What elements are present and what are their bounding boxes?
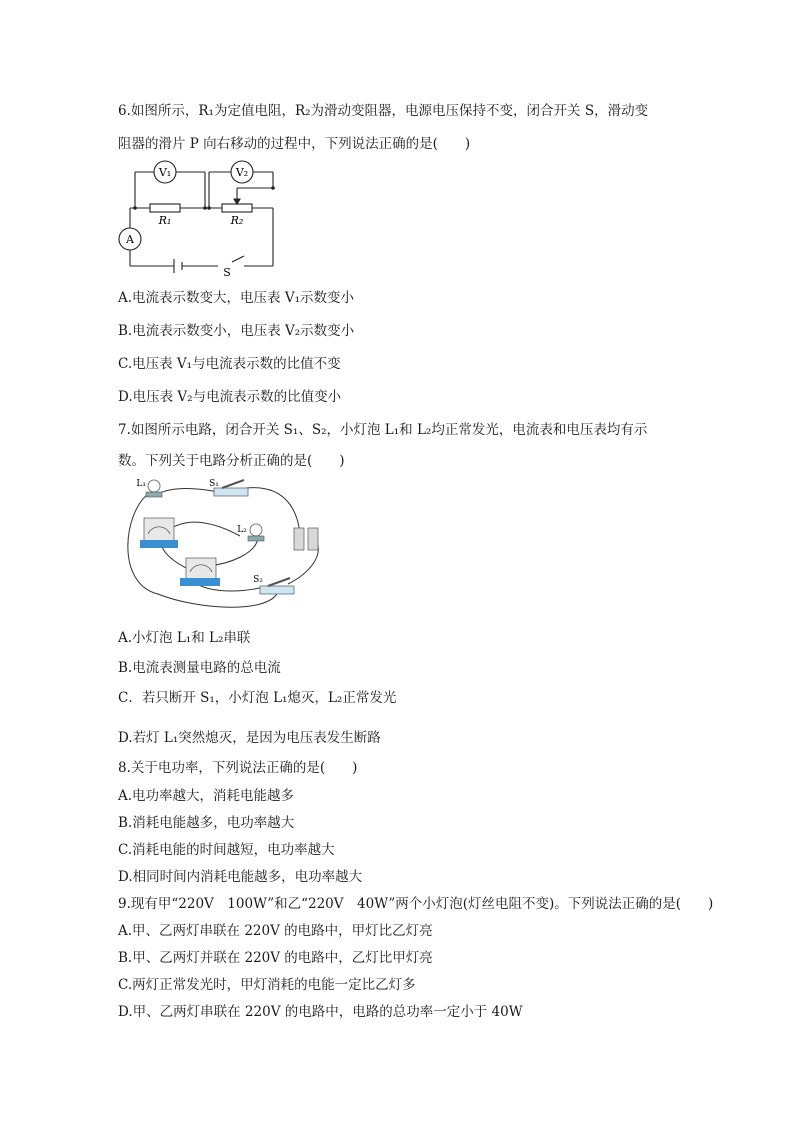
q6-circuit-diagram [110, 158, 290, 276]
q6-ammeter-label: A [126, 233, 134, 246]
q9-option-d: D.甲、乙两灯串联在 220V 的电路中，电路的总功率一定小于 40W [118, 1004, 523, 1020]
q7-stem-line1: 7.如图所示电路，闭合开关 S₁、S₂，小灯泡 L₁和 L₂均正常发光，电流表和电压表均有示 [118, 422, 648, 438]
q7-circuit-photo [118, 474, 338, 618]
q7-option-b: B.电流表测量电路的总电流 [118, 660, 281, 676]
q7-battery [294, 528, 318, 550]
q7-l1-label: L₁ [136, 479, 146, 489]
q6-stem-line2: 阻器的滑片 P 向右移动的过程中，下列说法正确的是( ) [118, 136, 471, 152]
q8-option-a: A.电功率越大，消耗电能越多 [118, 788, 295, 804]
q7-stem-line2: 数。下列关于电路分析正确的是( ) [118, 453, 345, 469]
q9-option-b: B.甲、乙两灯并联在 220V 的电路中，乙灯比甲灯亮 [118, 950, 433, 966]
q7-bulb-l1 [146, 480, 162, 497]
q7-ammeter [180, 558, 220, 586]
q9-option-c: C.两灯正常发光时，甲灯消耗的电能一定比乙灯多 [118, 977, 416, 993]
q7-s2-label: S₂ [253, 575, 263, 585]
q7-switch-s2 [260, 578, 294, 594]
q7-option-d: D.若灯 L₁突然熄灭，是因为电压表发生断路 [118, 730, 381, 746]
q6-switch-label: S [223, 266, 231, 276]
q6-v1-label: V₁ [158, 166, 172, 179]
q6-option-b: B.电流表示数变小，电压表 V₂示数变小 [118, 323, 355, 339]
q8-option-b: B.消耗电能越多，电功率越大 [118, 815, 295, 831]
q6-option-c: C.电压表 V₁与电流表示数的比值不变 [118, 356, 341, 372]
q7-voltmeter [140, 518, 178, 548]
q7-l2-label: L₂ [237, 525, 247, 535]
q6-r1-label: R₁ [158, 214, 172, 227]
q7-s1-label: S₁ [209, 479, 219, 489]
q8-option-d: D.相同时间内消耗电能越多，电功率越大 [118, 869, 363, 885]
q6-v2-label: V₂ [235, 166, 249, 179]
q6-option-d: D.电压表 V₂与电流表示数的比值变小 [118, 389, 342, 405]
q6-r2-label: R₂ [230, 214, 244, 227]
q7-bulb-l2 [248, 524, 264, 541]
q7-option-a: A.小灯泡 L₁和 L₂串联 [118, 630, 251, 646]
q9-stem: 9.现有甲“220V 100W”和乙“220V 40W”两个小灯泡(灯丝电阻不变)。下列说法正确的是( ) [118, 896, 714, 912]
q9-option-a: A.甲、乙两灯串联在 220V 的电路中，甲灯比乙灯亮 [118, 923, 433, 939]
q8-stem: 8.关于电功率，下列说法正确的是( ) [118, 760, 358, 776]
q6-option-a: A.电流表示数变大，电压表 V₁示数变小 [118, 290, 354, 306]
q7-option-c: C．若只断开 S₁，小灯泡 L₁熄灭，L₂正常发光 [118, 690, 397, 706]
q7-switch-s1 [214, 480, 248, 496]
q8-option-c: C.消耗电能的时间越短，电功率越大 [118, 842, 335, 858]
q6-stem-line1: 6.如图所示，R₁为定值电阻，R₂为滑动变阻器，电源电压保持不变，闭合开关 S，滑动变 [118, 103, 649, 119]
